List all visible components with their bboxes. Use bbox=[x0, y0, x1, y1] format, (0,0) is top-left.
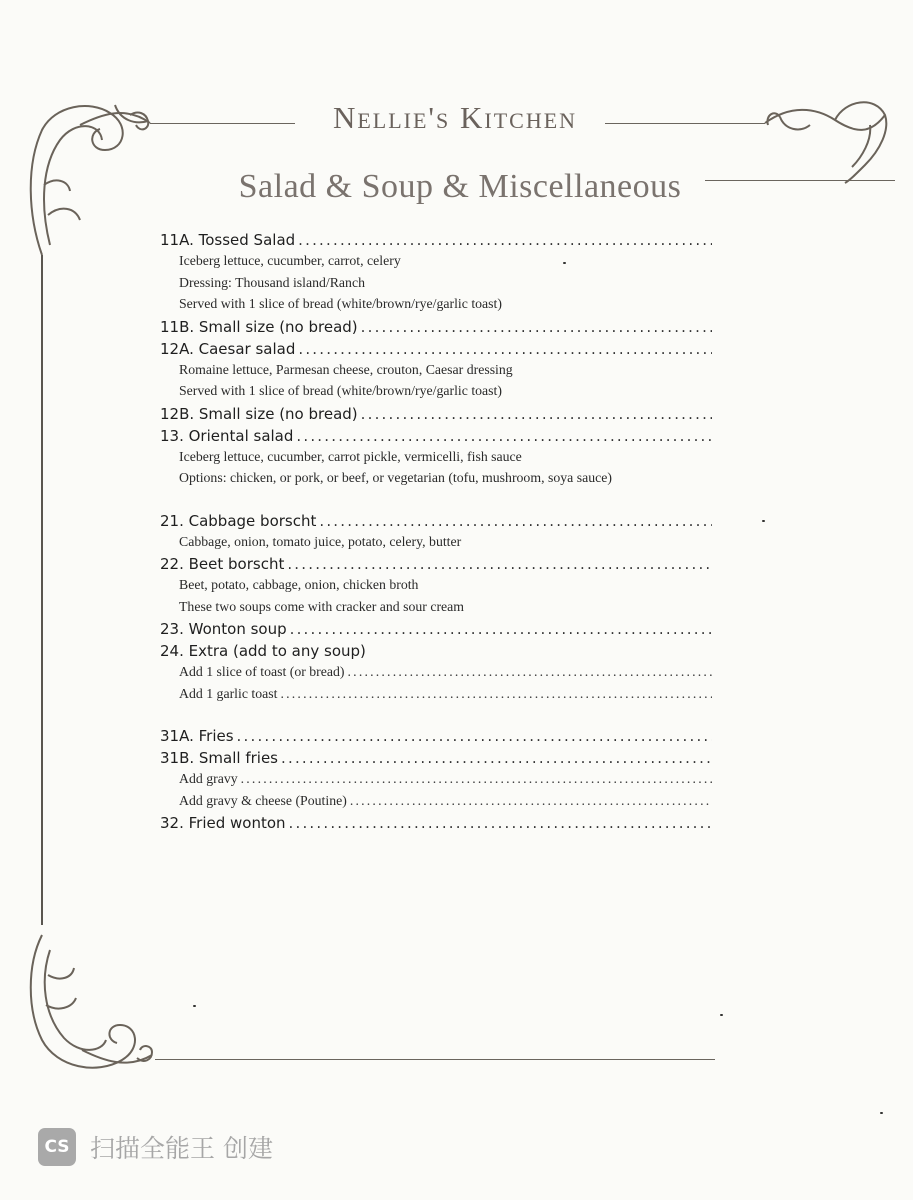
menu-detail-label: Add gravy bbox=[179, 771, 238, 786]
menu-detail-label: Add 1 slice of toast (or bread) bbox=[179, 664, 345, 679]
scan-speck bbox=[720, 1014, 723, 1016]
left-border-line bbox=[41, 255, 43, 925]
menu-item-detail bbox=[160, 275, 712, 297]
menu-item-detail bbox=[160, 577, 712, 599]
scan-speck bbox=[563, 262, 566, 264]
header-rule-right bbox=[605, 123, 765, 124]
dot-leader bbox=[280, 686, 712, 702]
menu-item-detail bbox=[160, 362, 712, 384]
dot-leader bbox=[348, 664, 712, 680]
menu-item bbox=[160, 318, 712, 340]
scroll-ornament-icon bbox=[20, 95, 155, 265]
dot-leader bbox=[319, 512, 712, 530]
dot-leader bbox=[296, 427, 712, 445]
dot-leader bbox=[298, 340, 712, 358]
menu-item-label: 13. Oriental salad bbox=[160, 426, 294, 445]
menu-item-detail bbox=[160, 793, 712, 815]
menu-detail-label: Beet, potato, cabbage, onion, chicken broth bbox=[179, 577, 419, 592]
menu-detail-label: Served with 1 slice of bread (white/brown/rye/garlic toast) bbox=[179, 296, 502, 311]
header-rule-left bbox=[150, 123, 295, 124]
menu-detail-label: Served with 1 slice of bread (white/brown/rye/garlic toast) bbox=[179, 383, 502, 398]
menu-item-label: 11A. Tossed Salad bbox=[160, 231, 296, 249]
menu-item-label: 24. Extra (add to any soup) bbox=[160, 642, 366, 660]
menu-item-label: 21. Cabbage borscht bbox=[160, 511, 317, 530]
dot-leader bbox=[298, 231, 712, 249]
menu-item bbox=[160, 749, 712, 771]
footer-rule bbox=[155, 1059, 715, 1060]
menu-detail-label: Dressing: Thousand island/Ranch bbox=[179, 274, 365, 290]
menu-item-label: 32. Fried wonton bbox=[160, 814, 286, 832]
menu-item-detail bbox=[160, 383, 712, 405]
menu-item-detail bbox=[160, 664, 712, 686]
menu-detail-label: Cabbage, onion, tomato juice, potato, celery, butter bbox=[179, 533, 462, 549]
menu-item bbox=[160, 512, 712, 534]
group-gap bbox=[160, 707, 712, 727]
menu-item-label: 12B. Small size (no bread) bbox=[160, 404, 358, 423]
menu-detail-label: Add 1 garlic toast bbox=[179, 685, 278, 701]
scan-speck bbox=[880, 1112, 883, 1114]
dot-leader bbox=[287, 555, 712, 573]
menu-detail-label: Romaine lettuce, Parmesan cheese, crouton, Caesar dressing bbox=[179, 361, 513, 377]
menu-item-label: 23. Wonton soup bbox=[160, 620, 287, 638]
menu-item bbox=[160, 340, 712, 362]
menu-item-label: 31B. Small fries bbox=[160, 749, 279, 767]
menu-item-detail bbox=[160, 771, 712, 793]
menu-item bbox=[160, 727, 712, 749]
dot-leader bbox=[281, 749, 712, 767]
watermark-text: 扫描全能王 创建 bbox=[90, 1134, 273, 1163]
dot-leader bbox=[290, 620, 712, 638]
scan-speck bbox=[762, 520, 765, 522]
camscanner-logo-icon: CS bbox=[38, 1128, 76, 1166]
menu-item-detail bbox=[160, 686, 712, 708]
dot-leader bbox=[237, 727, 712, 745]
menu-item-detail bbox=[160, 534, 712, 556]
dot-leader bbox=[350, 793, 712, 809]
menu-item bbox=[160, 555, 712, 577]
menu-item-label: 31A. Fries bbox=[160, 727, 234, 745]
menu-detail-label: Options: chicken, or pork, or beef, or vegetarian (tofu, mushroom, soya sauce) bbox=[179, 470, 612, 485]
menu-item bbox=[160, 642, 712, 664]
section-title: Salad & Soup & Miscellaneous bbox=[238, 168, 682, 205]
menu-detail-label: These two soups come with cracker and sour cream bbox=[179, 598, 465, 614]
menu-item bbox=[160, 405, 712, 427]
group-gap bbox=[160, 492, 712, 512]
menu-item bbox=[160, 427, 712, 449]
menu-item-detail bbox=[160, 470, 712, 492]
menu-item-detail bbox=[160, 253, 712, 275]
dot-leader bbox=[289, 814, 712, 832]
restaurant-name: Nellie's Kitchen bbox=[332, 100, 578, 135]
scroll-ornament-icon bbox=[760, 95, 895, 185]
menu-item-label: 11B. Small size (no bread) bbox=[160, 317, 358, 336]
menu-detail-label: Iceberg lettuce, cucumber, carrot pickle, vermicelli, fish sauce bbox=[179, 448, 522, 464]
dot-leader bbox=[361, 318, 712, 336]
dot-leader bbox=[361, 405, 712, 423]
menu-detail-label: Iceberg lettuce, cucumber, carrot, celery bbox=[179, 253, 401, 268]
menu-item-label: 12A. Caesar salad bbox=[160, 339, 296, 358]
scan-speck bbox=[193, 1005, 196, 1007]
scanner-watermark bbox=[38, 1128, 273, 1166]
menu-item-detail bbox=[160, 449, 712, 471]
dot-leader bbox=[241, 771, 712, 787]
menu-item-detail bbox=[160, 599, 712, 621]
menu-item-label: 22. Beet borscht bbox=[160, 555, 285, 573]
menu-item bbox=[160, 814, 712, 836]
menu-item bbox=[160, 620, 712, 642]
menu-item-detail bbox=[160, 296, 712, 318]
scroll-ornament-icon bbox=[22, 930, 157, 1080]
menu-list bbox=[160, 231, 712, 836]
menu-detail-label: Add gravy & cheese (Poutine) bbox=[179, 792, 347, 808]
menu-item bbox=[160, 231, 712, 253]
